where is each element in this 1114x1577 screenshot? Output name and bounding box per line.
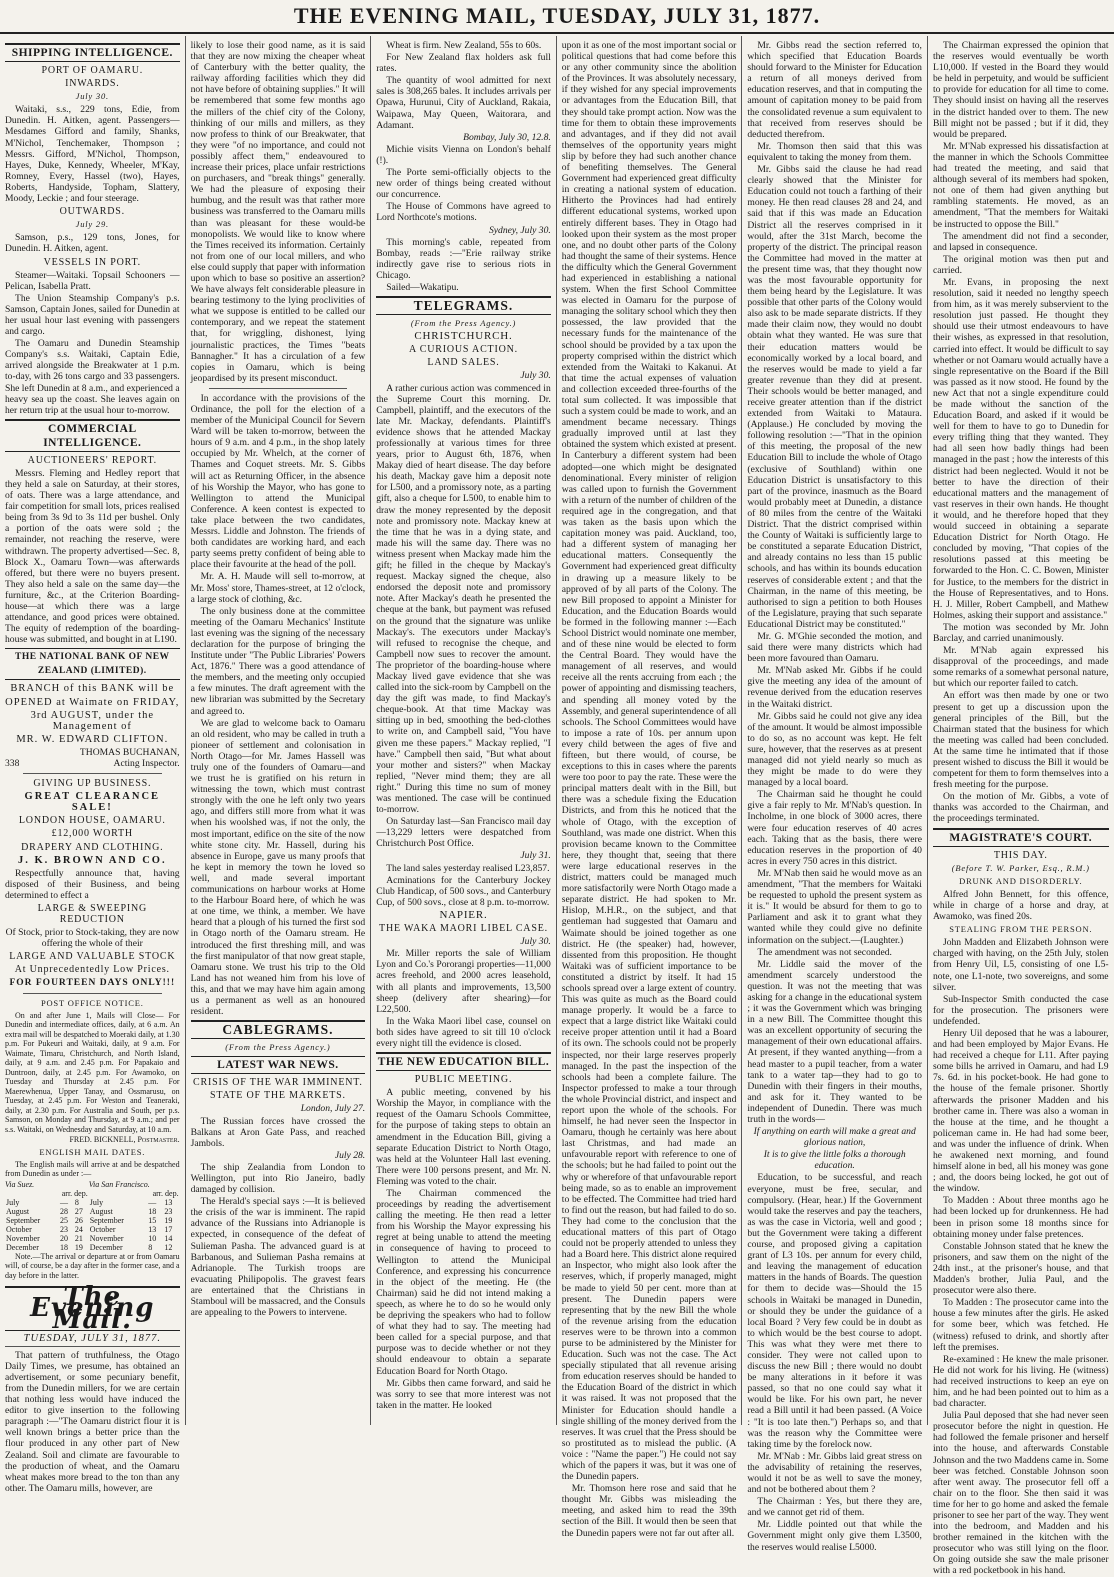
ad-line: LARGE AND VALUABLE STOCK bbox=[9, 951, 176, 963]
article-paragraph: The Chairman commenced the proceedings by reading the advertisement calling the meeting. He then read a letter from his Worship the Mayor expressing his regret at being unable to attend the meeting in consequence of having to proceed to Wellington to attend the Municipal Conference, and expressing his concurrence in the object of the meeting. He (the Chairman) said he did not intend making a speech, as where he to do so he would only be depriving the speakers who had to follow of what they had to say. The meeting had been called for a special purpose, and that purpose was to decide whether or not they should endeavour to obtain a separate Education Board for North Otago. bbox=[376, 1188, 551, 1377]
curious-heading: A CURIOUS ACTION. bbox=[409, 344, 518, 356]
ad-number: 338 bbox=[5, 757, 20, 769]
article-paragraph: Re-examined : He knew the male prisoner. He did not work for his living. He (witness) had received instructions to keep an eye on him, and he had been pointed out to him as a bad character. bbox=[932, 1353, 1109, 1410]
cell: October bbox=[89, 1224, 116, 1234]
before-line: (Before T. W. Parker, Esq., R.M.) bbox=[951, 862, 1090, 873]
article-paragraph: The amendment did not find a seconder, and lapsed in consequence. bbox=[932, 230, 1109, 253]
ad-line: GIVING UP BUSINESS. bbox=[33, 778, 152, 790]
date-line: July 30. bbox=[75, 91, 109, 102]
article-paragraph: Mr. M'Nab expressed his dissatisfaction at the manner in which the Schools Committee had treated the meeting, and said that although several of its members had spoken, not one of them had given anything but rambling statements. He moved, as an amendment, "That the members for Waitaki be instructed to oppose the Bill." bbox=[932, 140, 1109, 230]
cell: — bbox=[59, 1197, 68, 1207]
article-paragraph: Henry Uil deposed that he was a labourer, and had been employed by Major Evans. He had received a cheque for L11. After paying some bills he arrived in Oamaru, and had L9 7s. 6d. in his pocket-book. He had gone to the house of the female prisoner. Shortly afterwards the prisoner Madden and his brother came in. There was also a woman in the house at the time, and he thought a policeman came in. He had had some beer, and was under the influence of drink. When he awakened next morning, and found himself alone in bed, all his money was gone ; and, the doors being locked, he got out of the window. bbox=[932, 1027, 1109, 1195]
cell: 19 bbox=[74, 1242, 83, 1252]
article-paragraph: Mr. G. M'Ghie seconded the motion, and said there were many districts which had been more favoured than Oamaru. bbox=[747, 630, 922, 665]
ad-line: LONDON HOUSE, OAMARU. bbox=[18, 815, 166, 827]
cell: 8 bbox=[74, 1197, 79, 1207]
article-paragraph: Mr. Gibbs said he could not give any idea of the amount. It would be almost impossible to do so, as no account was kept. He felt sure, however, that the reserves as at present managed did not yield nearly so much as they might be made to do were they managed by a local board. bbox=[747, 710, 922, 789]
article-paragraph: Messrs. Fleming and Hedley report that they held a sale on Saturday, at their stores, of oats. There was a large attendance, and fair competition for small lots, prices realised being from 3s 9d to 3s 11d per bushel. Only a portion of the oats were sold ; the remainder, not reaching the reserve, were withdrawn. The property advertised—Sec. 8, Block X., Oamaru Town—was afterwards offered, but there were no buyers present. They also held a sale on the same day—the furniture, &c., at the Criterion Boarding-house—at which there was a large attendance, and good prices were obtained. The equity of redemption of the boarding-house was submitted, and bought in at L190. bbox=[5, 467, 180, 646]
bank-line: 3rd AUGUST, under the Management of bbox=[30, 709, 155, 732]
cell: 23 bbox=[164, 1206, 173, 1216]
ad-headline: GREAT CLEARANCE SALE! bbox=[24, 791, 161, 814]
column-5 bbox=[742, 36, 928, 1553]
cell: December bbox=[89, 1242, 123, 1252]
date-line: Bombay, July 30, 12.8. bbox=[463, 131, 551, 143]
cell: 13 bbox=[148, 1224, 157, 1234]
press-agency: (From the Press Agency.) bbox=[225, 1042, 331, 1053]
article-paragraph: The amendment was not seconded. bbox=[757, 946, 892, 958]
cell: August bbox=[89, 1206, 113, 1216]
ad-line: DRAPERY AND CLOTHING. bbox=[21, 841, 164, 853]
bank-heading: THE NATIONAL BANK OF NEW ZEALAND (LIMITED). bbox=[5, 648, 180, 680]
cell: September bbox=[89, 1215, 124, 1225]
column-4 bbox=[557, 36, 743, 1539]
paper-date: TUESDAY, JULY 31, 1877. bbox=[5, 1333, 180, 1347]
arr-dep-label: arr. dep. bbox=[61, 1188, 88, 1198]
table-row bbox=[5, 1234, 180, 1243]
ad-text: Respectfully announce that, having disposed of their Business, and being determined to effect a bbox=[5, 867, 180, 901]
cell: 18 bbox=[59, 1242, 68, 1252]
date-line: July 30. bbox=[520, 936, 551, 948]
cell: 17 bbox=[164, 1224, 173, 1234]
cell: September bbox=[6, 1215, 41, 1225]
divider bbox=[209, 388, 348, 389]
article-paragraph: Mr. Thomson here rose and said that he thought Mr. Gibbs was misleading the meeting, and asked him to read the 39th section of the Bill. It would then be seen that the Dunedin papers were not far out after all. bbox=[561, 1483, 737, 1539]
article-paragraph: Julia Paul deposed that she had never seen prosecutor before the night in question. He had followed the female prisoner and herself into the house, and afterwards Constable Johnson and the two Maddens came in. Some beer was fetched. Constable Johnson soon after went away. The prosecutor fell off a chair on to the floor. She then said it was time for her to go home and asked the female prisoner to see her part of the way. They went into the bedroom, and Madden and his brother remained in the kitchen with the prosecutor who was still lying on the floor. On going outside she saw the male prisoner with a red pocketbook in his hand. bbox=[932, 1410, 1109, 1577]
via-suez-label: Via Suez. bbox=[5, 1179, 35, 1189]
article-paragraph: Wheat is firm. New Zealand, 55s to 60s. bbox=[386, 40, 542, 51]
article-paragraph: Mr. A. H. Maude will sell to-morrow, at Mr. Moss' store, Thames-street, at 12 o'clock, a large stock of clothing, &c. bbox=[190, 571, 366, 605]
column-3 bbox=[371, 36, 557, 1425]
article-paragraph: Mr. Evans, in proposing the next resolution, said it needed no lengthy speech from him, as it was merely subservient to the resolution just passed. He thought they should use their utmost endeavours to have their wishes, as expressed in that resolution, carried into effect. It would be difficult to say whether or not Oamaru would actually have a single representative on the Board if the Bill was passed as it now stood. He found by the new Act that not a single expenditure could be made without the sanction of the Education Board, and asked if it would be well for them to have to go to Dunedin for every trifling thing that they wanted. They had all seen how badly things had been managed in the past ; how the interests of this district had been neglected. Would it not be better to have the direction of their educational matters and the management of vast reserves in their own hands. He thought it would, and he therefore hoped that they would succeed in obtaining a separate Education District for North Otago. He concluded by moving, "That copies of the resolutions passed at this meeting be forwarded to the Hon. C. C. Bowen, Minister for Justice, to the members for the district in the House of Representatives, and to Hons. H. J. Miller, Robert Campbell, and Mathew Holmes, asking their support and assistance." bbox=[932, 276, 1109, 621]
napier-heading: NAPIER. bbox=[439, 908, 488, 921]
table-header bbox=[5, 1189, 180, 1198]
cell: 21 bbox=[74, 1233, 83, 1243]
article-paragraph: We are glad to welcome back to Oamaru an old resident, who may be called in truth a pioneer of settlement and colonisation in North Otago—for Mr. James Hassell was truly one of the founders of Oamaru—and we trust he is gratified on his return in witnessing the town, which must contrast strongly with the one he left only two years ago, and differs still more from what it was when his woolshed was, if not the only, the most important, edifice on the site of the now white stone city. Mr. Hassell, during his absence in Europe, gave us many proofs that he kept in memory the town he loved so well, and made several important communications on harbour works at Home to the Harbour Board here, of which he was at one time, we think, a member. We have heard that a plough of his turned the first sod in Otago north of the Oamaru stream. He introduced the first threshing mill, and was the first manipulator of that now great staple, Oamaru stone. We trust his trip to the Old Land has not weaned him from his love of this, and that we may have him again among us a permanent as well as an honoured resident. bbox=[190, 717, 366, 1018]
stealing-heading: STEALING FROM THE PERSON. bbox=[949, 924, 1093, 935]
arr-dep-label: arr. dep. bbox=[152, 1188, 179, 1198]
article-paragraph: Sailed—Wakatipu. bbox=[386, 281, 459, 293]
article-paragraph: The land sales yesterday realised L23,857. bbox=[386, 862, 550, 874]
article-paragraph: The Chairman : Yes, but there they are, and we cannot get rid of them. bbox=[747, 1496, 922, 1519]
date-line: July 29. bbox=[75, 219, 109, 230]
article-paragraph: On the motion of Mr. Gibbs, a vote of thanks was accorded to the Chairman, and the proceedings terminated. bbox=[932, 791, 1109, 825]
article-paragraph: The quantity of wool admitted for next sales is 308,265 bales. It includes arrivals per Opawa, Hurunui, City of Auckland, Rakaia, Waipawa, May Queen, Waitorara, and Adamant. bbox=[376, 75, 551, 131]
post-signature: FRED. BICKNELL, Postmaster. bbox=[69, 1135, 180, 1145]
cell: 18 bbox=[148, 1206, 157, 1216]
article-paragraph: Mr. Gibbs said the clause he had read clearly showed that the Minister for Education could not touch a farthing of their money. He then read clauses 28 and 24, and said that if this was made an Education District all the reserves comprised in it would, after the 31st March, become the property of the district. The principal reason the Committee had moved in the matter at the present time was, that they thought now was the most favourable opportunity for them being heard by the Legislature. It was possible that other parts of the Colony would also ask to be made separate districts. If they made their claim now, they would no doubt obtain what they wanted. He was sure that their education matters would be economically worked by a local board, and the reserves would be made to yield a far greater revenue than they did at present. Their schools would be better managed, and receive greater attention than if the district extended from Waitaki to Mataura. (Applause.) He concluded by moving the following resolution :—"That in the opinion of this meeting, the proposal of the new Education Bill to include the whole of Otago (exclusive of Southland) within one Education District is unsatisfactory to this part of the province, inasmuch as the Board would probably meet at Dunedin, a distance of 80 miles from the centre of the Waitaki District. That the district comprised within the County of Waitaki is sufficiently large to be constituted a separate Education District, and already contains no less than 15 public schools, and has within its bounds education reserves of considerable extent ; and that the Chairman, in the name of this meeting, be authorised to sign a petition to both Houses of the Legislature, praying that such separate Educational District may be constituted." bbox=[747, 164, 922, 630]
article-paragraph: A rather curious action was commenced in the Supreme Court this morning. Dr. Campbell, plaintiff, and the executors of the late Mr. Mackay, defendants. Plaintiff's evidence shows that he attended Mackay professionally at various times for three years, prior to August 6th, 1876, when Makay died of heart disease. The day before his death, Mackay gave him a deposit note for L500, and a promissory note, as a parting gift, also a cheque for L500, to enable him to draw the money represented by the deposit note and promissory note. Mackay knew at the time that he was in a dying state, and made his will the same day. There was no witness present when Mackay made him the gift; he filled in the cheque by Mackay's request. Mackay signed the cheque, also endorsed the deposit note and promissory note. After Mackay's death he presented the cheque at the bank, but payment was refused on the ground that the signature was unlike Mackay's. The executors under Mackay's will refused to recognise the cheque, and Campbell now sues to recover the amount. The proprietor of the boarding-house where Mackay lived gave evidence that she was called into the sick-room by Campbell on the day the gift was made, to find Mackay's cheque-book. At that time Mackay was sitting up in bed, smoothing the bed-clothes to write on, and Campbell said, "You have given me these papers." Mackay replied, "I have." Campbell then said, "But what about your mother and sisters?" when Mackay replied, "Never mind them; they are all right." During this time no sum of money was mentioned. The case will be continued to-morrow. bbox=[376, 382, 551, 816]
inwards-heading: INWARDS. bbox=[65, 78, 120, 90]
english-heading: ENGLISH MAIL DATES. bbox=[39, 1146, 146, 1157]
table-row bbox=[5, 1243, 180, 1252]
article-paragraph: An effort was then made by one or two present to get up a discussion upon the general principles of the Bill, but the Chairman stated that the business for which the meeting was called had been concluded. At the same time he intimated that if those present wished to discuss the Bill it would be competent for them to form themselves into a fresh meeting for the purpose. bbox=[932, 690, 1109, 791]
telegrams-heading: TELEGRAMS. bbox=[376, 296, 551, 315]
article-paragraph: Constable Johnson stated that he knew the prisoners, and saw them on the night of the 24th inst., at the prisoner's house, and that Madden's brother, Julia Paul, and the prosecutor were also there. bbox=[932, 1240, 1109, 1297]
article-paragraph: The Chairman said he thought he could give a fair reply to Mr. M'Nab's question. In Incholme, in one block of 3000 acres, there were four education reserves of 40 acres each. Taking that as the basis, there were education reserves in the proportion of 40 acres in every 750 acres in this district. bbox=[747, 789, 922, 867]
cell: 12 bbox=[164, 1242, 173, 1252]
article-paragraph: Sub-Inspector Smith conducted the case for the prosecution. The prisoners were undefended. bbox=[932, 993, 1109, 1027]
quote-line: If anything on earth will make a great and glorious nation, bbox=[753, 1126, 916, 1149]
this-day-heading: THIS DAY. bbox=[993, 849, 1048, 861]
column-6 bbox=[928, 36, 1114, 1577]
cell: 24 bbox=[74, 1224, 83, 1234]
cablegrams-heading: CABLEGRAMS. bbox=[191, 1020, 366, 1039]
ad-text: Of Stock, prior to Stock-taking, they are now offering the whole of their bbox=[5, 927, 180, 950]
cell: November bbox=[89, 1233, 124, 1243]
article-paragraph: The Porte semi-officially objects to the new order of things being created without our concurrence. bbox=[376, 167, 551, 201]
quote-line: It is to give the little folks a thorough education. bbox=[763, 1149, 906, 1172]
ad-line: At Unprecedentedly Low Prices. bbox=[14, 964, 170, 976]
bank-line: MR. W. EDWARD CLIFTON. bbox=[16, 733, 169, 745]
libel-heading: THE WAKA MAORI LIBEL CASE. bbox=[379, 923, 548, 935]
column-2 bbox=[186, 36, 372, 1425]
cell: 13 bbox=[164, 1197, 173, 1207]
date-line: July 28. bbox=[334, 1149, 366, 1161]
article-paragraph: The House of Commons have agreed to Lord Northcote's motions. bbox=[376, 201, 551, 224]
divider bbox=[23, 773, 162, 774]
outwards-heading: OUTWARDS. bbox=[59, 206, 125, 218]
ad-line: £12,000 WORTH bbox=[51, 828, 133, 840]
article-paragraph: For New Zealand flax holders ask full rates. bbox=[376, 52, 551, 75]
article-paragraph: The Chairman expressed the opinion that the reserves would eventually be worth L10,000. If vested in the Board they would be held in perpetuity, and would be sufficient to provide for education for all time to come. They should insist on having all the reserves in the district handed over to them. The new Bill might not be passed ; but if it did, they would be prepared. bbox=[932, 40, 1109, 140]
article-paragraph: In the Waka Maori libel case, counsel on both sides have agreed to sit till 10 o'clock every night till the evidence is closed. bbox=[376, 1015, 551, 1049]
table-row bbox=[5, 1198, 180, 1207]
cell: 10 bbox=[148, 1233, 157, 1243]
article-paragraph: Mr. M'Nab then said he would move as an amendment, "That the members for Waitaki be requested to uphold the present system as it is." It would be absurd for them to go to Parliament and ask it to grant what they wanted while they could give no definite information on the subject.—(Laughter.) bbox=[747, 867, 922, 946]
markets-heading: STATE OF THE MARKETS. bbox=[209, 1090, 346, 1102]
magistrate-heading: MAGISTRATE'S COURT. bbox=[933, 828, 1109, 847]
bank-role: Acting Inspector. bbox=[113, 757, 180, 769]
article-paragraph: The motion was seconded by Mr. John Barclay, and carried unanimously. bbox=[932, 621, 1109, 644]
cell: — bbox=[148, 1197, 157, 1207]
public-meeting-heading: PUBLIC MEETING. bbox=[414, 1074, 513, 1086]
date-line: July 30. bbox=[520, 370, 551, 382]
ad-line: LARGE & SWEEPING REDUCTION bbox=[37, 903, 148, 926]
article-paragraph: The only business done at the committee meeting of the Oamaru Mechanics' Institute last evening was the signing of the necessary declaration for the purpose of bringing the Institute under "The Public Libraries' Powers Act, 1876." There was a good attendance of the members, and the meeting only occupied a few minutes. The draft agreement with the new librarian was submitted by the Secretary and agreed to. bbox=[190, 605, 366, 717]
article-paragraph: The Oamaru and Dunedin Steamship Company's s.s. Waitaki, Captain Edie, arrived alongside the Breakwater at 1 p.m. to-day, with 26 tons cargo and 33 passengers. She left Dunedin at 8 a.m., and experienced a heavy sea up the coast. She leaves again on her return trip at the usual hour to-morrow. bbox=[5, 338, 180, 416]
cell: 27 bbox=[74, 1206, 83, 1216]
article-paragraph: Mr. Liddle pointed out that while the Government might only give them L3500, the reserves would realise L5000. bbox=[747, 1519, 922, 1553]
cell: 8 bbox=[148, 1242, 153, 1252]
via-sf-label: Via San Francisco. bbox=[88, 1179, 150, 1189]
cell: 15 bbox=[148, 1215, 157, 1225]
article-paragraph: upon it as one of the most important social or political questions that had come before this or any other community since the abolition of the Provinces. It was absolutely necessary, if they wished for any special improvements or advantages from the Education Bill, that they should take prompt action. Now was the time for them to obtain these improvements and advantages, and if they did not avail themselves of the opportunity years might slip by before they had such another chance of benefiting themselves. The General Government had experienced great difficulty in creating a national system of education. Hitherto the Provinces had had entirely different educational systems, worked upon entirely different bases. They in Otago had looked upon their system as the most proper one, and no doubt other parts of the Colony had thought the same of their systems. Hence the difficulty which the General Government had experienced in establishing a national system. When the first School Committee was elected in Oamaru for the purpose of managing the solitary school which they then possessed, the law provided that the necessary funds for the maintenance of the school should be provided by a tax upon the property comprised within the district which extended from the Waitaki to Kakanui. At that time the actual expenses of valuation and collection exceeded three-fourths of the total sum collected. It was impossible that such a system could be made to work, and an amendment became necessary. Things gradually improved until at last they obtained the system which existed at present. In Canterbury a different system had been adopted—one which might be designated denominational. Every minister of religion was called upon to furnish the Government with a return of the number of children of the required age in the congregation, and that was taken as the basis upon which the capitation money was paid. Auckland, too, had a different system of managing her educational matters. Consequently the Government had experienced great difficulty in drawing up a measure likely to be approved of by all parts of the Colony. The new Bill proposed to appoint a Minister for Education, and the Education Boards would be formed in the following manner :—Each School District would nominate one member, and of these nine would be elected to form the Central Board. They would have the management of all reserves, and would receive all the rents accruing from each ; the power of appointing and dismissing teachers, and spending all money voted by the Assembly, and general superintendence of all schools. The School Committees would have to impose a rate of 10s. per annum upon every child between the ages of five and fifteen, but there would, of course, be exceptions to this in cases where the parents were too poor to pay the rate. These were the principal matters dealt with in the Bill, but there was a schedule fixing the Education Districts, and from this he noticed that the whole of Otago, with the exception of Southland, was made one district. When this provision became known to the Committee here, they thought that, seeing that there were large educational reserves in the district, matters could be managed much more satisfactorily were North Otago made a separate district. He had spoken to Mr. Hislop, M.H.R., on the subject, and that gentleman had suggested that Oamaru and Waimate should be joined together as one district. He (the speaker) had, however, dissented from this proposition. He thought Waitaki was of sufficient importance to be constituted a district by itself. It had 15 schools spread over a large extent of country. This was quite as much as the Board could manage properly. It would be a farce to expect that a large district like Waitaki could receive proper attention until it had a Board of its own. The schools could not be properly inspected, nor their large reserves properly managed. In the past the inspection of the schools had been a complete failure. The Inspector professed to make a tour through the whole Provincial district, and inspect and report upon the whole of the schools. For himself, he had never seen the Inspector in Oamaru, though he certainly was here about last Christmas, and had made an unfavourable report with reference to one of the schools; but he had failed to point out the why or wherefore of that unfavourable report being made, so as to enable an improvement to be effected. The Committee had tried hard to find out the reason, but had failed to do so. They had come to the conclusion that the educational matters of this part of Otago could not be properly attended to unless they had a Board here. This district alone required an Inspector, who might also look after the reserves, which, if properly managed, might be made to yield 50 per cent. more than at present. The Dunedin papers were representing that by the new Bill the whole of the revenue arising from the education reserves were to be thrown into a common purse to be administered by the Minister for Education. Such was not the case. The Act specially stipulated that all revenue arising from education reserves should be handed to the Education Board of the district in which it was raised. It was not proposed that the Minister for Education should handle a single shilling of the money derived from the reserves. It was cruel that the Press should be so prostituted as to mislead the public. (A voice : "Name the paper.") He could not say which of the papers it was, but it was one of the Dunedin papers. bbox=[561, 40, 737, 1483]
article-paragraph: A public meeting, convened by his Worship the Mayor, in compliance with the request of the Oamaru Schools Committee, for the purpose of taking steps to obtain an amendment in the Education Bill, giving a separate Education District to North Otago, was held at the Volunteer Hall last evening. There were 100 persons present, and Mr. N. Fleming was voted to the chair. bbox=[376, 1087, 551, 1187]
article-paragraph: Waitaki, s.s., 229 tons, Edie, from Dunedin. H. Aitken, agent. Passengers—Mesdames Gifford and family, Shanks, M'Nichol, Tenchemaker, Thompson ; Messrs. Gifford, M'Nichol, Thompson, Hayes, Duke, Kennedy, Wheeler, M'Kay, Romney, Every, Hassel (two), Hayes, Roberts, Handyside, Topham, Slattery, Moody, Leckie ; and four steerage. bbox=[5, 104, 180, 205]
cell: July bbox=[89, 1197, 104, 1207]
war-heading: LATEST WAR NEWS. bbox=[191, 1056, 366, 1074]
auctioneers-heading: AUCTIONEERS' REPORT. bbox=[27, 454, 157, 466]
article-paragraph: In accordance with the provisions of the Ordinance, the poll for the election of a member of the Municipal Council for Severn Ward will be taken to-morrow, between the hours of 9 a.m. and 4 p.m., in the shop lately occupied by Mr. Whelch, at the corner of Thames and Coquet streets. Mr. S. Gibbs will act as Returning Officer, in the absence of his Worship the Mayor, who has gone to Wellington to attend the Municipal Conference. A keen contest is expected to take place between the two candidates, Messrs. Liddle and Johnston. The friends of both candidates are working hard, and each party seems pretty confident of being able to place their favourite at the head of the poll. bbox=[190, 392, 366, 571]
cell: 19 bbox=[164, 1215, 173, 1225]
mail-note: Note.—The arrival or departure at or from Oamaru will, of course, be a day after in the former case, and a day before in the latter. bbox=[5, 1251, 180, 1280]
divider bbox=[23, 993, 162, 994]
table-row bbox=[5, 1207, 180, 1216]
masthead: THE EVENING MAIL, TUESDAY, JULY 31, 1877. bbox=[0, 0, 1114, 34]
article-paragraph: Mr. M'Nab : Mr. Gibbs laid great stress on the advisability of retaining the reserves, would it not be as well to save the money, and not be bothered about them ? bbox=[747, 1450, 922, 1496]
date-line: July 31. bbox=[520, 850, 551, 862]
crisis-heading: CRISIS OF THE WAR IMMINENT. bbox=[193, 1077, 363, 1089]
article-paragraph: Michie visits Vienna on London's behalf (!). bbox=[376, 143, 551, 166]
commercial-heading: COMMERCIAL INTELLIGENCE. bbox=[5, 419, 180, 452]
paper-title: The Evening Mail. bbox=[5, 1286, 180, 1330]
column-1 bbox=[0, 36, 186, 1494]
article-paragraph: Samson, p.s., 129 tons, Jones, for Dunedin. H. Aitken, agent. bbox=[5, 232, 180, 255]
cell: 20 bbox=[59, 1233, 68, 1243]
bank-signature: THOMAS BUCHANAN, bbox=[79, 746, 180, 758]
article-paragraph: Mr. Gibbs read the section referred to, which specified that Education Boards should forward to the Minister for Education a return of all moneys derived from education reserves, and that in computing the amount of capitation money to be paid from the consolidated revenue a sum equivalent to that received from reserves should be deducted therefrom. bbox=[747, 40, 922, 140]
date-line: Sydney, July 30. bbox=[488, 224, 551, 236]
cell: 23 bbox=[59, 1224, 68, 1234]
article-paragraph: The original motion was then put and carried. bbox=[932, 253, 1109, 276]
article-paragraph: Mr. M'Nab again expressed his disapproval of the proceedings, and made some remarks of a somewhat personal nature, but which our reporter failed to catch. bbox=[932, 645, 1109, 690]
article-paragraph: Mr. Liddle said the mover of the amendment scarcely understood the question. It was not the meeting that was asking for a change in the educational system ; it was the Government which was bringing in a new Bill. The Committee thought this was an excellent opportunity of securing the management of their own educational affairs. At present, if they wanted anything—from a head master to a pupil teacher, from a water tank to a water tap—they had to go to Dunedin with their fingers in their mouths, and ask for it. They wanted to be independent of Dunedin. There was much truth in the words— bbox=[747, 958, 922, 1125]
post-heading: POST OFFICE NOTICE. bbox=[40, 997, 144, 1008]
cell: 14 bbox=[164, 1233, 173, 1243]
shipping-heading: SHIPPING INTELLIGENCE. bbox=[5, 43, 180, 62]
article-paragraph: Mr. Thomson then said that this was equivalent to taking the money from them. bbox=[747, 140, 922, 163]
press-agency: (From the Press Agency.) bbox=[410, 318, 517, 329]
mail-dates-table bbox=[5, 1180, 180, 1252]
cell: December bbox=[6, 1242, 39, 1252]
date-line: London, July 27. bbox=[300, 1103, 366, 1115]
ad-headline: FOR FOURTEEN DAYS ONLY!!! bbox=[9, 977, 176, 988]
article-paragraph: John Madden and Elizabeth Johnson were charged with having, on the 25th July, stolen from Henry Uil, L5, consisting of one L5-note, one L1-note, two sovereigns, and some silver. bbox=[932, 937, 1109, 993]
cell: October bbox=[6, 1224, 32, 1234]
cell: 25 bbox=[59, 1215, 68, 1225]
article-paragraph: Mr. Gibbs then came forward, and said he was sorry to see that more interest was not taken in the matter. He looked bbox=[376, 1377, 551, 1411]
article-paragraph: Acminations for the Canterbury Jockey Club Handicap, of 500 sovs., and Canterbury Cup, of 500 sovs., close at 8 p.m. to-morrow. bbox=[376, 874, 551, 908]
article-paragraph: On Saturday last—San Francisco mail day—13,229 letters were despatched from Christchurch Post Office. bbox=[376, 816, 551, 850]
bank-line: OPENED at Waimate on FRIDAY, bbox=[5, 696, 180, 708]
article-paragraph: Steamer—Waitaki. Topsail Schooners — Pelican, Isabella Pratt. bbox=[5, 269, 180, 292]
article-paragraph: The ship Zealandia from London to Wellington, put into Rio Janeiro, badly damaged by collision. bbox=[190, 1161, 366, 1196]
table-row bbox=[5, 1216, 180, 1225]
english-text: The English mails will arrive at and be despatched from Dunedin as under :— bbox=[5, 1159, 180, 1179]
cell: November bbox=[6, 1233, 40, 1243]
article-paragraph: Alfred John Bennett, for this offence, while in charge of a horse and dray, at Awamoko, was fined 20s. bbox=[932, 888, 1109, 923]
bank-footer bbox=[5, 758, 180, 769]
post-text: On and after June 1, Mails will Close— For Dunedin and intermediate offices, daily, at 6 a.m. An extra mail will be despatched to Moeraki daily, at 1.30 p.m. For Pukeuri and Waitaki, daily, at 9 a.m. For Waimate, Timaru, Christchurch, and North Island, daily, at 9 a.m. and 2.45 p.m. For Papakaio and Duntroon, daily, at 2.45 p.m. For Awamoko, on Tuesday and Thursday at 2.45 p.m. For Maerewhenua, Upper Tanay, and Ossmarusu, on Tuesday, at 2.45 p.m. For Weston and Teaneraki, daily, at 2.30 p.m. For Australia and South, per p.s. Samson, on Monday and Thursday, at 9 a.m.; and per s.s. Waitaki, on Wednesday and Saturday, at 10 a.m. bbox=[5, 1010, 180, 1134]
drunk-heading: DRUNK AND DISORDERLY. bbox=[959, 875, 1083, 886]
christchurch-heading: CHRISTCHURCH. bbox=[414, 330, 513, 343]
cell: July bbox=[6, 1197, 20, 1207]
ad-headline: J. K. BROWN AND CO. bbox=[18, 854, 167, 866]
table-row bbox=[5, 1225, 180, 1234]
education-heading: THE NEW EDUCATION BILL. bbox=[376, 1052, 551, 1071]
article-paragraph: Education, to be successful, and reach everyone, must be free, secular, and compulsory. (Hear, hear.) If the Government would take the reserves and pay the teachers, as was the case in Victoria, well and good ; but the Government were taking a different course, and proposed giving a capitation grant of L3 10s. per annum for every child, and leaving the management of education matters in the hands of Boards. The question for them to decide was—Should the 15 schools in Waitaki be managed in Dunedin, or should they be under the guidance of a local Board ? Very few could be in doubt as to which would be the best course to adopt. This was what they were met there to consider. They were not called upon to discuss the new Bill ; there would no doubt be many alterations in it before it was passed, so that no one could say what it would be like. For his own part, he never read a Bill until it had been passed. (A Voice : "It is too late then.") Perhaps so, and that was the reason why the Committee were taking time by the forelock now. bbox=[747, 1172, 922, 1450]
cell: 28 bbox=[59, 1206, 68, 1216]
article-paragraph: To Madden : About three months ago he had been locked up for drunkenness. He had been in prison some 18 months since for obtaining money under false pretences. bbox=[932, 1195, 1109, 1240]
cell: August bbox=[6, 1206, 30, 1216]
article-paragraph: Mr. Miller reports the sale of William Lyon and Co.'s Pororangi properties—11,000 acres freehold, and 2000 acres leasehold, with all plants and improvements, 13,500 sheep (delivery after shearing)—for L22,500. bbox=[376, 948, 551, 1015]
article-paragraph: The Union Steamship Company's p.s. Samson, Captain Jones, sailed for Dunedin at her usual hour last evening with passengers and cargo. bbox=[5, 292, 180, 338]
article-paragraph: Mr. M'Nab asked Mr. Gibbs if he could give the meeting any idea of the amount of revenue derived from the education reserves in the Waitaki district. bbox=[747, 665, 922, 710]
article-paragraph: To Madden : The prosecutor came into the house a few minutes after the girls. He asked for some beer, which was fetched. He (witness) refused to drink, and shortly after left the premises. bbox=[932, 1297, 1109, 1353]
newspaper-page bbox=[0, 36, 1114, 1577]
editorial-paragraph: likely to lose their good name, as it is said that they are now mixing the cheaper wheat of Canterbury with the better quality, the railway affording facilities which they did not have before of obtaining supplies." It will be remembered that some few months ago the millers of the chief city of the Colony, thinking of our mills and millers, as they now profess to think of our Breakwater, that they were "of no importance, and could not possibly affect them," endeavoured to increase their prices, place unfair restrictions on purchasers, and "break things" generally. We had the pleasure of exposing their humbug, and the result was that rather more business was transferred to the Oamaru mills than was pleasant for these would-be monopolists. We would like to know where the Times received its information. Certainly not from one of our local millers, and who else could supply that paper with information upon which to base so positive an assertion? We have always felt considerable pleasure in bearing testimony to the lying proclivities of what we suppose is entitled to be called our contemporary, and we repeat the statement that, for wriggling, dishonest, lying journalistic practices, the Times "beats Bannagher." It has a circulation of a few copies in Oamaru, which is being jeopardised by its present misconduct. bbox=[190, 40, 366, 384]
article-paragraph: The Herald's special says :—It is believed the crisis of the war is imminent. The rapid advance of the Russians into Adrianople is expected, in consequence of the defeat of Sulieman Pasha. The advanced guard is at Barbanous, and Sulieman Pasha remains at Adrianople. The Turkish troops are evacuating Philipopolis. The gravest fears are entertained that the Christians in Stamboul will be massacred, and the Consuls are appealing to the Powers to intervene. bbox=[190, 1196, 366, 1319]
editorial-paragraph: That pattern of truthfulness, the Otago Daily Times, we presume, has obtained an advertisement, or some pecuniary benefit, from the Dunedin millers, for we are certain that nothing less would have induced the editor to give insertion to the following paragraph :—"The Oamaru district flour it is well known brings a better price than the flour produced in any other part of New Zealand. Soil and climate are favourable to the production of wheat, and the Oamaru wheat makes more bread to the ton than any other. The Oamaru mills, however, are bbox=[5, 1349, 180, 1494]
article-paragraph: This morning's cable, repeated from Bombay, reads :—"Erie railway strike indirectly gave rise to serious riots in Chicago. bbox=[376, 236, 551, 281]
land-sales-heading: LAND SALES. bbox=[427, 357, 500, 369]
port-heading: PORT OF OAMARU. bbox=[41, 65, 144, 76]
cell: 26 bbox=[74, 1215, 83, 1225]
table-header bbox=[5, 1180, 180, 1189]
vessels-heading: VESSELS IN PORT. bbox=[43, 256, 141, 268]
bank-line: BRANCH of this BANK will be bbox=[10, 683, 175, 695]
article-paragraph: The Russian forces have crossed the Balkans at Aron Gate Pass, and reached Jambols. bbox=[190, 1115, 366, 1149]
